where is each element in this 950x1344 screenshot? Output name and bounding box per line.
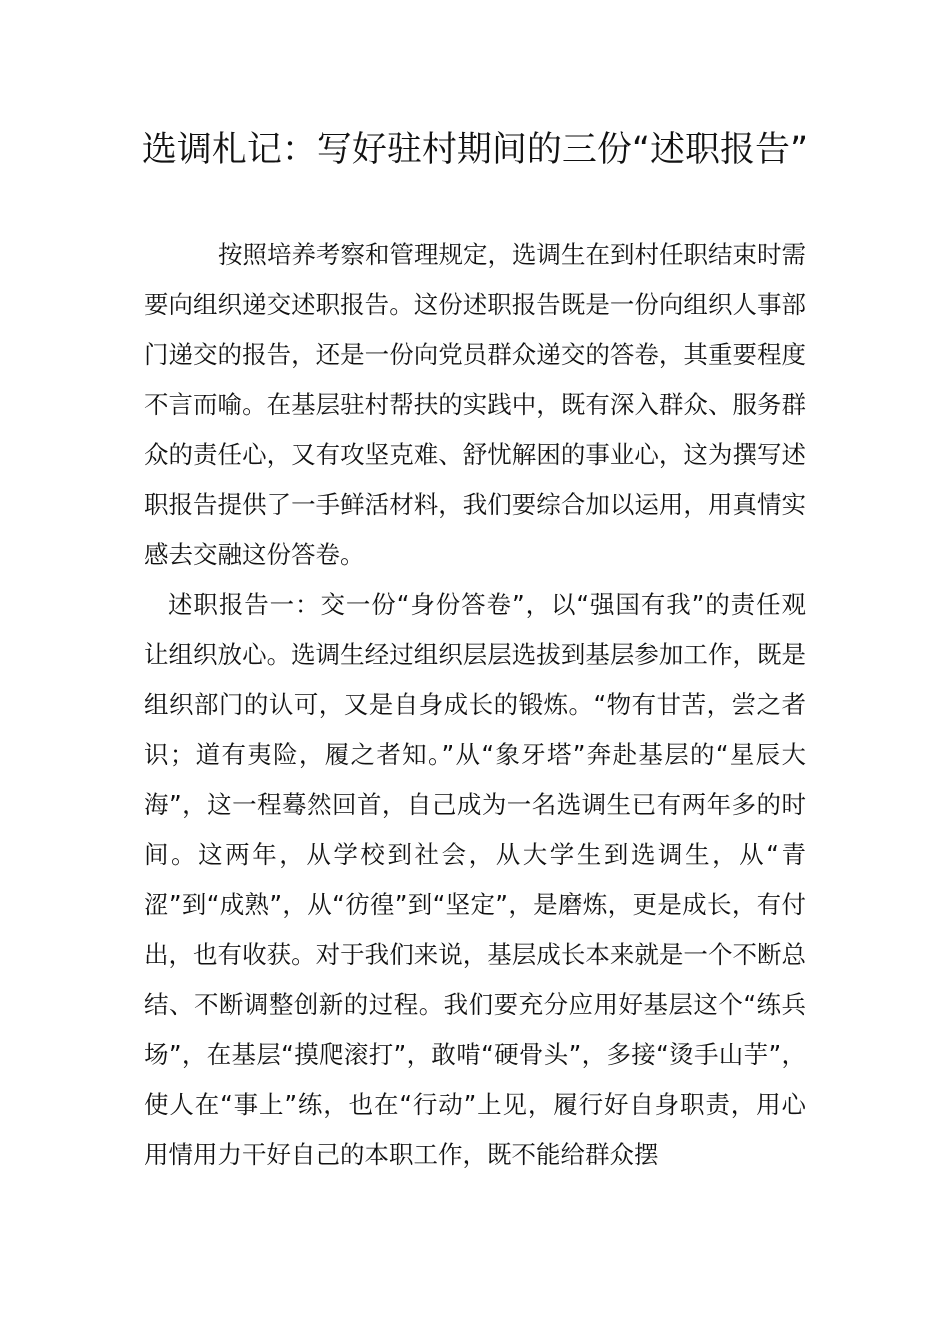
document-body [144,230,806,1180]
paragraph-intro: 按照培养考察和管理规定，选调生在到村任职结束时需要向组织递交述职报告。这份述职报告既是一份向组织人事部门递交的报告，还是一份向党员群众递交的答卷，其重要程度不言而喻。在基层驻村帮扶的实践中，既有深入群众、服务群众的责任心，又有攻坚克难、舒忧解困的事业心，这为撰写述职报告提供了一手鲜活材料，我们要综合加以运用，用真情实感去交融这份答卷。 [144,240,806,569]
paragraph-report-one: 述职报告一：交一份“身份答卷”，以“强国有我”的责任观让组织放心。选调生经过组织层层选拔到基层参加工作，既是组织部门的认可，又是自身成长的锻炼。“物有甘苦，尝之者识；道有夷险，履之者知。”从“象牙塔”奔赴基层的“星辰大海”，这一程蓦然回首，自己成为一名选调生已有两年多的时间。这两年，从学校到社会，从大学生到选调生，从“青涩”到“成熟”，从“彷徨”到“坚定”，是磨炼，更是成长，有付出，也有收获。对于我们来说，基层成长本来就是一个不断总结、不断调整创新的过程。我们要充分应用好基层这个“练兵场”，在基层“摸爬滚打”，敢啃“硬骨头”，多接“烫手山芋”，使人在“事上”练，也在“行动”上见，履行好自身职责，用心用情用力干好自己的本职工作，既不能给群众摆 [144,590,806,1169]
document-title: 选调札记：写好驻村期间的三份“述职报告” [141,130,809,170]
